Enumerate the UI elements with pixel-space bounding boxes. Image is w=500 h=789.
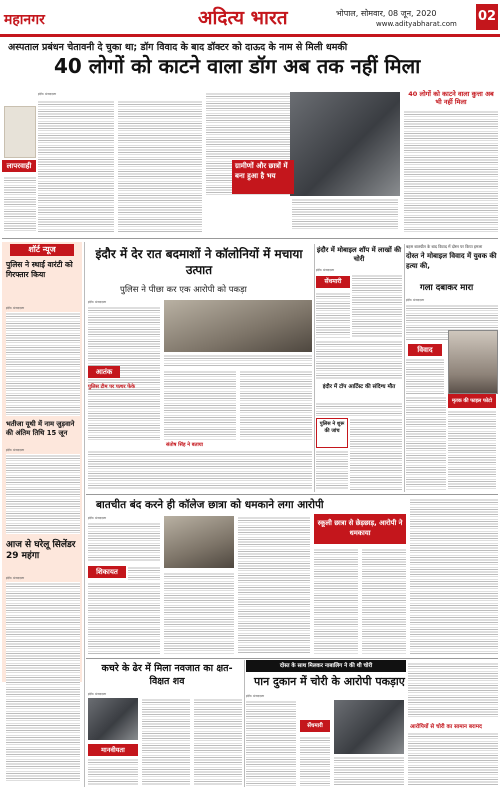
divider-mid [86, 494, 498, 495]
story3-body-e [350, 418, 402, 490]
brand-logo [190, 2, 320, 28]
col-sep-1 [84, 242, 85, 787]
short3-byline: इंदौर। संवाददाता [6, 576, 25, 580]
story7-headline: पान दुकान में चोरी के आरोपी पकड़ाए [254, 675, 405, 688]
story7-photo [334, 700, 404, 754]
lead-byline: इंदौर। संवाददाता [38, 92, 57, 96]
story2-sub1: पुलिस टीम पर पत्थर फेंके [88, 384, 135, 390]
story4-photo [448, 330, 498, 394]
story5-photo [164, 516, 234, 568]
page-number: 02 [478, 9, 497, 24]
story7-body-a [246, 700, 296, 786]
story4-body-c [406, 396, 446, 490]
story5-box [314, 514, 406, 544]
short1-body [6, 312, 80, 416]
story7-photo-caption [334, 756, 404, 786]
lead-photo-desc [292, 198, 398, 230]
story4-tag: विवाद [408, 344, 442, 356]
lead-photo [290, 92, 400, 196]
story4-body-b [406, 358, 444, 394]
story5-box-head: स्कूली छात्रा से छेड़छाड़, आरोपी ने धमकाया [317, 519, 403, 537]
col-sep-4 [244, 660, 245, 787]
story4-deck: गला दबाकर मारा [420, 283, 474, 293]
page-number-badge [476, 4, 498, 30]
story2-tag: आतंक [88, 366, 120, 378]
short2-headline: भतीजा यूथी में नाम जुड़वाने की अंतिम तिथि 15 जून [6, 420, 75, 437]
lead-headline: 40 लोगों को काटने वाला डॉग अब तक नहीं मिला [54, 54, 421, 78]
story5-headline: बातचीत बंद करने ही कॉलेज छात्रा को धमकाने लगा आरोपी [96, 499, 324, 511]
story7-kicker-box [246, 660, 406, 672]
website[interactable]: www.adityabharat.com [376, 20, 457, 28]
brand-name: अदित्य भारत [198, 7, 288, 29]
col-sep-3 [404, 244, 405, 492]
story5-box-body2 [362, 548, 406, 654]
masthead [0, 0, 500, 34]
story3-body-d [316, 402, 402, 416]
story7-byline: इंदौर। संवाददाता [246, 694, 265, 698]
short3-headline: आज से घरेलू सिलेंडर 29 महंगा [6, 540, 76, 561]
story7-body-d [408, 732, 498, 786]
story7-body-c [408, 662, 498, 718]
story4-byline: इंदौर। संवाददाता [406, 298, 425, 302]
story2-body-col2 [164, 370, 236, 440]
story6-body-b [142, 698, 190, 786]
story5-body-col2 [164, 572, 234, 654]
story7-sub: आरोपियों से चोरी का सामान बरामद [410, 724, 482, 730]
story6-body-c [194, 698, 242, 786]
story5-byline: इंदौर। संवाददाता [88, 516, 107, 520]
divider-lead [2, 238, 498, 239]
col-sep-2 [314, 244, 315, 492]
story2-byline: इंदौर। संवाददाता [88, 300, 107, 304]
story3-tag: सेंधमारी [316, 276, 350, 288]
story7-body-b [300, 736, 330, 786]
story5-body-col1b [128, 566, 160, 580]
lead-left-thumb [4, 106, 36, 158]
story2-headline: इंदौर में देर रात बदमाशों ने कॉलोनियों में मचाया उत्पात [95, 247, 303, 277]
story2-deck: पुलिस ने पीछा कर एक आरोपी को पकड़ा [120, 285, 247, 295]
lead-photo-caption-box [232, 160, 294, 194]
story3-body-b [316, 292, 350, 338]
story3-body-c [316, 340, 402, 380]
story3-body-f [316, 450, 348, 490]
story6-tag: मानवीयता [88, 744, 138, 756]
story3-byline: इंदौर। संवाददाता [316, 268, 335, 272]
story3-pull: पुलिस ने शुरू की जांच [319, 421, 345, 434]
story4-kicker: बहस बातचीत के बाद विवाद में दोस्त पर किया हमला [406, 244, 483, 249]
masthead-rule [0, 34, 500, 37]
short2-body [6, 454, 80, 534]
lead-body-col1 [38, 100, 114, 232]
story4-body-d [448, 410, 496, 490]
short-news-label: शॉर्ट न्यूज [10, 244, 74, 256]
story3-sub: इंदौर में टॉप आर्टिस्ट की संदिग्ध मौत [322, 384, 396, 390]
lead-photo-caption: ग्रामीणों और छात्रों में बना हुआ है भय [235, 162, 288, 180]
story3-pull-box [316, 418, 348, 448]
lead-tag: लापरवाही [2, 160, 36, 172]
lead-side-body [404, 110, 498, 232]
story5-tag: शिकायत [88, 566, 126, 578]
story2-photo-caption [164, 354, 312, 366]
story7-kicker: दोस्त के साथ मिलकर नाबालिग ने की थी चोरी [279, 663, 373, 669]
short3-body [6, 582, 80, 782]
story3-headline: इंदौर में मोबाइल शॉप में लाखों की चोरी [316, 246, 402, 263]
story2-photo [164, 300, 312, 352]
lead-side-head: 40 लोगों को काटने वाला कुत्ता अब भी नहीं मिला [408, 90, 494, 106]
lead-body-col2 [118, 100, 202, 232]
story6-headline: कचरे के ढेर में मिला नवजात का क्षत-विक्षत शव [101, 663, 233, 687]
story2-body-bottom [88, 450, 312, 490]
lead-body-colA [4, 176, 36, 232]
short1-byline: इंदौर। संवाददाता [6, 306, 25, 310]
story4-headline: दोस्त ने मोबाइल विवाद में युवक की हत्या की, [406, 252, 497, 270]
story5-box-body [314, 548, 358, 654]
dateline: भोपाल, सोमवार, 08 जून, 2020 [336, 9, 437, 18]
story6-byline: इंदौर। संवाददाता [88, 692, 107, 696]
story4-photo-caption-box [448, 394, 496, 408]
story7-tag: सेंधमारी [300, 720, 330, 732]
story2-sub2: संतोष सिंह ने बताया [166, 442, 203, 448]
story6-body-a [88, 758, 138, 786]
story6-photo [88, 698, 138, 740]
story5-body-col1 [88, 522, 160, 562]
story2-body-col3 [240, 370, 312, 440]
story5-body-col3 [238, 516, 310, 654]
story4-photo-caption: मृतक की फाइल फोटो [452, 398, 492, 404]
short2-byline: इंदौर। संवाददाता [6, 448, 25, 452]
lead-kicker: अस्पताल प्रबंधन चेतावनी दे चुका था; डॉग विवाद के बाद डॉक्टर को दाऊद के नाम से मिली धमकी [8, 42, 348, 53]
divider-lower [86, 658, 498, 659]
story5-body-col1c [88, 582, 160, 654]
right-filler-story [410, 498, 498, 654]
story3-body-a [352, 274, 402, 338]
short1-headline: पुलिस ने स्थाई वारंटी को गिरफ्तार किया [6, 260, 73, 279]
section-label: महानगर [4, 12, 45, 28]
